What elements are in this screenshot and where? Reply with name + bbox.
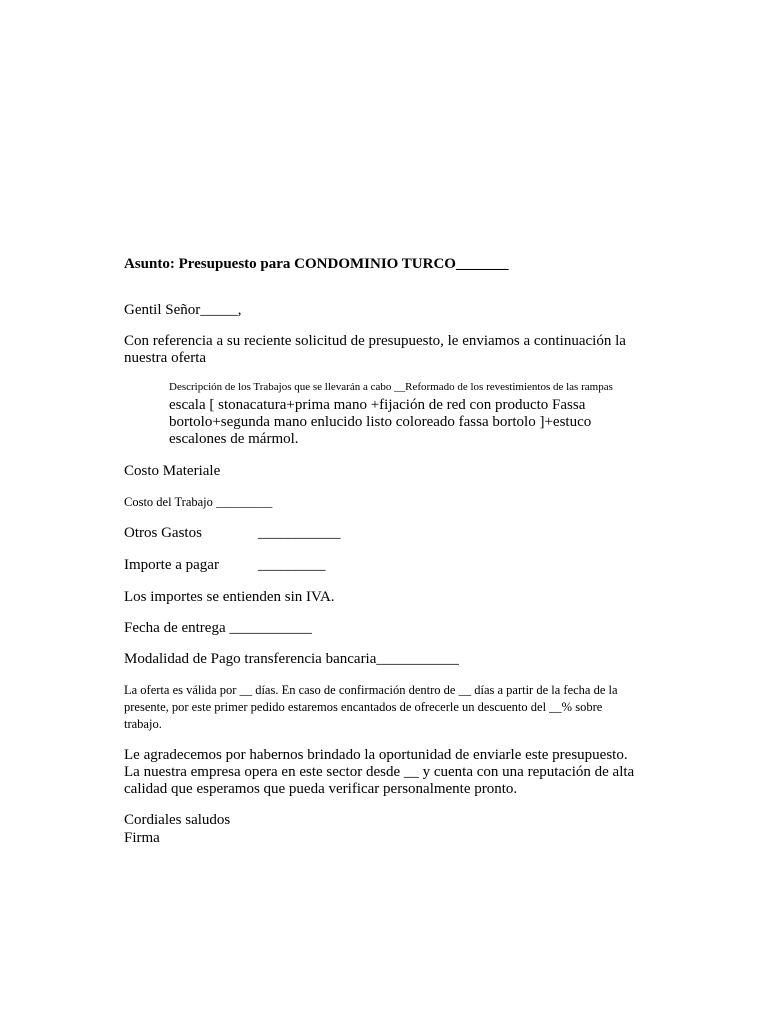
other-expenses-label: Otros Gastos <box>124 525 202 541</box>
payment-method-line: Modalidad de Pago transferencia bancaria___________ <box>124 651 459 667</box>
labor-cost-line: Costo del Trabajo _________ <box>124 495 273 509</box>
delivery-date-line: Fecha de entrega ___________ <box>124 620 312 636</box>
work-description-body: escala [ stonacatura+prima mano +fijación de red con producto Fassa bortolo+segunda mano enlucido listo coloreado fassa bortolo ]+estuco escalones de mármol. <box>169 397 592 447</box>
vat-note: Los importes se entienden sin IVA. <box>124 589 335 605</box>
subject-line: Asunto: Presupuesto para CONDOMINIO TURCO_______ <box>124 256 509 272</box>
amount-due-blank: _________ <box>258 557 326 573</box>
material-cost-line: Costo Materiale <box>124 463 221 479</box>
greeting: Gentil Señor_____, <box>124 302 242 318</box>
signature-line: Firma <box>124 830 160 846</box>
intro-paragraph: Con referencia a su reciente solicitud de presupuesto, le enviamos a continuación la nuestra oferta <box>124 333 626 366</box>
amount-due-label: Importe a pagar <box>124 557 219 573</box>
work-description-label: Descripción de los Trabajos que se llevarán a cabo __Reformado de los revestimientos de las rampas <box>169 381 613 393</box>
other-expenses-blank: ___________ <box>258 525 341 541</box>
validity-paragraph: La oferta es válida por __ días. En caso de confirmación dentro de __ días a partir de la fecha de la presente, por este primer pedido estaremos encantados de ofrecerle un descuento del __% sobre trabajo. <box>124 683 618 731</box>
closing-line: Cordiales saludos <box>124 812 231 828</box>
thanks-paragraph: Le agradecemos por habernos brindado la oportunidad de enviarle este presupuesto. La nuestra empresa opera en este sector desde __ y cuenta con una reputación de alta calidad que esperamos que pueda verificar personalmente pronto. <box>124 747 635 797</box>
work-description <box>169 380 639 448</box>
